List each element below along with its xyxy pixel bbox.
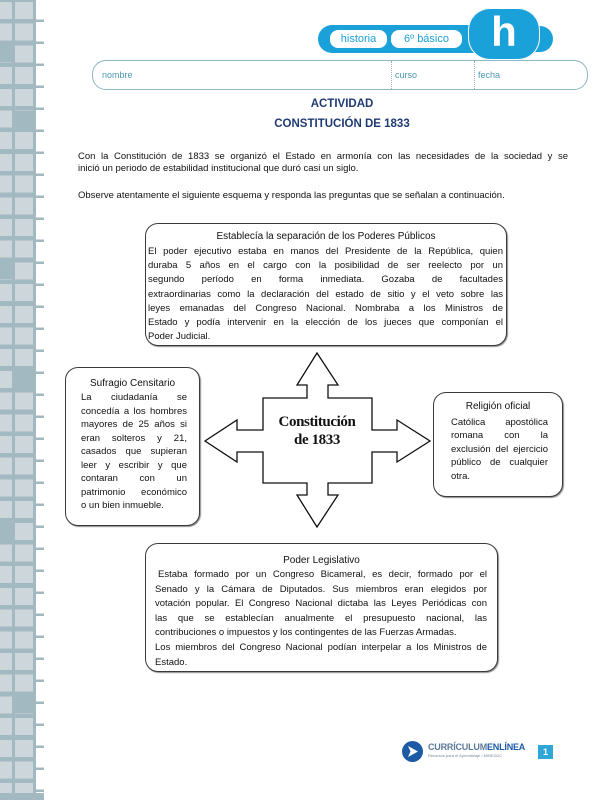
text-line: patrimonio económico: [81, 486, 187, 498]
text-line: casados que supieran: [81, 446, 187, 457]
instruction-text: Observe atentamente el siguiente esquema y responda las preguntas que se señalan a continuación.: [78, 190, 505, 201]
box-title: Sufragio Censitario: [89, 378, 176, 389]
strip-cell: [15, 696, 33, 713]
brand-logo-icon: [402, 741, 423, 762]
field-divider: [391, 61, 392, 89]
intro-paragraph: [78, 151, 568, 175]
box-body: [155, 568, 487, 670]
diagram-center-label: de 1833: [294, 432, 340, 448]
decorative-side-strip: [0, 0, 36, 800]
text-line: público de cualquier: [451, 457, 548, 469]
brand-name-part1: CURRÍCULUM: [428, 742, 487, 752]
student-info-row: [92, 60, 588, 90]
subject-logo-icon: h: [468, 8, 540, 60]
text-line: duraba 5 años en el cargo con la posibilidad de ser reelecto por un: [148, 260, 503, 272]
strip-column: [0, 0, 12, 800]
strip-cell: [15, 371, 33, 388]
strip-cell: [0, 45, 12, 62]
text-line: leer y escribir y que: [81, 459, 187, 471]
page-title: CONSTITUCIÓN DE 1833: [274, 118, 410, 130]
text-line: mayores de 25 años si: [81, 419, 187, 430]
box-body: [148, 245, 503, 344]
religion-box: [433, 392, 563, 497]
brand-name-part2: ENLÍNEA: [487, 742, 526, 752]
text-line: votación popular. El Congreso Nacional dictaba las Leyes Periódicas con: [155, 598, 487, 610]
field-divider: [474, 61, 475, 89]
box-body: [451, 416, 548, 483]
text-line: Católica apostólica: [451, 417, 548, 428]
suffrage-box: [65, 367, 200, 526]
play-arrow-icon: [402, 741, 423, 762]
course-field-label: curso: [395, 70, 418, 80]
legislative-power-box: [145, 543, 498, 672]
strip-bottom: [0, 793, 44, 800]
page-number-badge: 1: [538, 745, 553, 759]
executive-power-box: [145, 223, 507, 346]
text-line: contribuciones o impuestos y los contingentes de las Fuerzas Armadas.: [155, 627, 457, 639]
text-line: las que se establecían anualmente el presupuesto nacional, las: [155, 612, 487, 624]
name-field-label: nombre: [102, 70, 133, 80]
strip-cell: [0, 262, 12, 279]
strip-cell: [15, 111, 33, 128]
box-title: Establecía la separación de los Poderes Públicos: [216, 231, 436, 242]
brand-tagline: Recursos para el Aprendizaje / MINEDUC: [428, 753, 503, 758]
box-body: [81, 391, 187, 513]
grade-pill: 6º básico: [391, 30, 462, 48]
text-line: eran solteros y 21,: [81, 432, 187, 444]
text-line: Estado y podía intervenir en la elección de los jueces que componían el: [148, 316, 503, 328]
strip-cell: [0, 523, 12, 540]
text-line: Estado.: [155, 656, 188, 668]
box-title: Poder Legislativo: [283, 555, 360, 566]
box-title: Religión oficial: [465, 401, 531, 412]
text-line: leyes emanadas del Congreso Nacional. Nombraba a los Ministros de: [148, 302, 503, 314]
text-line: otra.: [451, 470, 471, 482]
text-line: Estaba formado por un Congreso Bicameral, es decir, formado por el: [158, 569, 487, 580]
text-line: Poder Judicial.: [148, 331, 211, 343]
text-line: segundo período en forma inmediata. Gozaba de facultades: [148, 274, 503, 286]
text-line: concedía a los hombres: [81, 405, 187, 417]
text-line: inició un periodo de estabilidad institucional que duró casi un siglo.: [78, 163, 359, 174]
text-line: Los miembros del Congreso Nacional podían interpelar a los Ministros de: [155, 641, 487, 653]
text-line: exclusión del ejercicio: [451, 443, 548, 455]
text-line: La ciudadanía se: [81, 392, 187, 403]
text-line: El poder ejecutivo estaba en manos del Presidente de la República, quien: [148, 246, 503, 257]
subject-pill: historia: [330, 30, 387, 48]
text-line: romana con la: [451, 430, 548, 442]
text-line: extraordinarias como la declaración del estado de sitio y el veto sobre las: [148, 288, 503, 300]
text-line: contaran con un: [81, 473, 187, 484]
strip-tabs: [36, 0, 44, 800]
text-line: Con la Constitución de 1833 se organizó el Estado en armonía con las necesidades de la sociedad y se: [78, 151, 568, 162]
text-line: o un bien inmueble.: [81, 500, 164, 511]
activity-heading: ACTIVIDAD: [310, 98, 374, 110]
diagram-center-label: Constitución: [278, 414, 356, 430]
brand-name: [428, 742, 525, 752]
date-field-label: fecha: [478, 70, 501, 80]
text-line: Senado y la Cámara de Diputados. Sus miembros eran elegidos por: [155, 583, 487, 595]
